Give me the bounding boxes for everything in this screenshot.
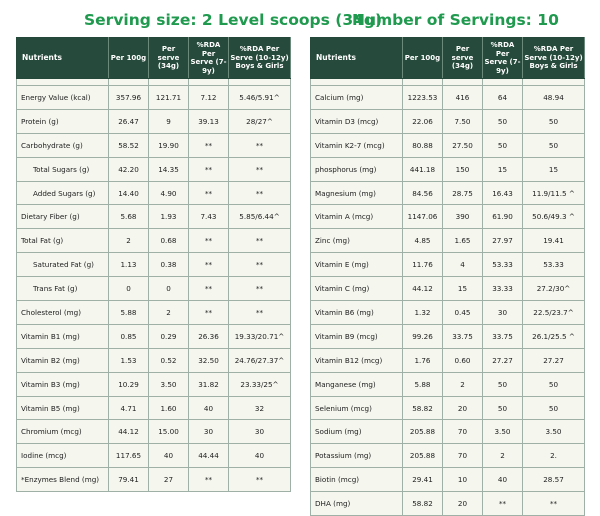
- rda-7-9y-cell: **: [189, 229, 229, 253]
- per-serve-cell: 0.38: [149, 253, 189, 277]
- rda-7-9y-cell: 64: [483, 86, 523, 110]
- per-100g-cell: 58.82: [403, 396, 443, 420]
- rda-10-12y-cell: **: [229, 157, 291, 181]
- per-100g-cell: 1.53: [109, 348, 149, 372]
- rda-10-12y-cell: 48.94: [523, 86, 585, 110]
- rda-7-9y-cell: 26.36: [189, 324, 229, 348]
- per-100g-cell: 4.85: [403, 229, 443, 253]
- rda-10-12y-cell: 50.6/49.3 ^: [523, 205, 585, 229]
- nutrient-name-cell: Magnesium (mg): [311, 181, 403, 205]
- per-serve-cell: 19.90: [149, 133, 189, 157]
- table-row: [17, 205, 291, 229]
- rda-10-12y-cell: 19.41: [523, 229, 585, 253]
- rda-7-9y-cell: **: [189, 181, 229, 205]
- nutrient-name-cell: Vitamin D3 (mcg): [311, 109, 403, 133]
- nutrient-name-cell: Carbohydrate (g): [17, 133, 109, 157]
- nutrient-name-cell: Vitamin B1 (mg): [17, 324, 109, 348]
- per-100g-cell: 1.13: [109, 253, 149, 277]
- spacer-cell: [523, 79, 585, 86]
- table-row: [311, 396, 585, 420]
- per-serve-cell: 9: [149, 109, 189, 133]
- col-rda-10-12y: %RDA Per Serve (10-12y) Boys & Girls: [229, 38, 291, 79]
- rda-7-9y-cell: 30: [189, 420, 229, 444]
- nutrition-table-right: [310, 37, 585, 516]
- table-row: [311, 301, 585, 325]
- nutrient-name-cell: Vitamin B6 (mg): [311, 301, 403, 325]
- table-row: [17, 348, 291, 372]
- table-row: [17, 86, 291, 110]
- rda-10-12y-cell: 27.27: [523, 348, 585, 372]
- spacer-cell: [189, 79, 229, 86]
- rda-10-12y-cell: 23.33/25^: [229, 372, 291, 396]
- nutrition-table-left: [16, 37, 291, 492]
- spacer-cell: [403, 79, 443, 86]
- nutrient-name-cell: Chromium (mcg): [17, 420, 109, 444]
- nutrient-name-cell: Added Sugars (g): [17, 181, 109, 205]
- rda-10-12y-cell: **: [229, 277, 291, 301]
- rda-7-9y-cell: 27.97: [483, 229, 523, 253]
- per-serve-cell: 1.93: [149, 205, 189, 229]
- table-header-row: [17, 38, 291, 79]
- table-row: [17, 468, 291, 492]
- per-100g-cell: 1223.53: [403, 86, 443, 110]
- per-100g-cell: 44.12: [109, 420, 149, 444]
- nutrient-name-cell: Selenium (mcg): [311, 396, 403, 420]
- table-row: [17, 181, 291, 205]
- per-serve-cell: 3.50: [149, 372, 189, 396]
- spacer-cell: [109, 79, 149, 86]
- rda-7-9y-cell: 16.43: [483, 181, 523, 205]
- rda-7-9y-cell: 53.33: [483, 253, 523, 277]
- per-100g-cell: 11.76: [403, 253, 443, 277]
- col-per-serve: Per serve (34g): [443, 38, 483, 79]
- rda-10-12y-cell: 19.33/20.71^: [229, 324, 291, 348]
- nutrient-name-cell: Manganese (mg): [311, 372, 403, 396]
- rda-7-9y-cell: 40: [483, 468, 523, 492]
- per-serve-cell: 27: [149, 468, 189, 492]
- rda-7-9y-cell: 27.27: [483, 348, 523, 372]
- per-100g-cell: 58.82: [403, 492, 443, 516]
- per-100g-cell: 99.26: [403, 324, 443, 348]
- col-per-serve: Per serve (34g): [149, 38, 189, 79]
- table-row: [311, 324, 585, 348]
- col-nutrients: Nutrients: [17, 38, 109, 79]
- spacer-cell: [483, 79, 523, 86]
- rda-7-9y-cell: 61.90: [483, 205, 523, 229]
- per-serve-cell: 121.71: [149, 86, 189, 110]
- table-row: [311, 181, 585, 205]
- rda-10-12y-cell: 50: [523, 109, 585, 133]
- nutrient-name-cell: Vitamin B2 (mg): [17, 348, 109, 372]
- per-serve-cell: 33.75: [443, 324, 483, 348]
- nutrient-name-cell: Iodine (mcg): [17, 444, 109, 468]
- rda-10-12y-cell: 26.1/25.5 ^: [523, 324, 585, 348]
- per-serve-cell: 70: [443, 444, 483, 468]
- table-row: [311, 229, 585, 253]
- rda-10-12y-cell: 5.85/6.44^: [229, 205, 291, 229]
- rda-7-9y-cell: **: [189, 253, 229, 277]
- table-row: [311, 205, 585, 229]
- per-100g-cell: 58.52: [109, 133, 149, 157]
- per-serve-cell: 1.60: [149, 396, 189, 420]
- nutrient-name-cell: DHA (mg): [311, 492, 403, 516]
- per-serve-cell: 27.50: [443, 133, 483, 157]
- table-row: [311, 492, 585, 516]
- rda-7-9y-cell: **: [189, 301, 229, 325]
- per-serve-cell: 1.65: [443, 229, 483, 253]
- col-rda-10-12y: %RDA Per Serve (10-12y) Boys & Girls: [523, 38, 585, 79]
- rda-10-12y-cell: **: [229, 133, 291, 157]
- rda-10-12y-cell: **: [229, 253, 291, 277]
- rda-10-12y-cell: 50: [523, 372, 585, 396]
- table-row: [17, 301, 291, 325]
- per-100g-cell: 5.88: [403, 372, 443, 396]
- per-serve-cell: 4.90: [149, 181, 189, 205]
- per-serve-cell: 390: [443, 205, 483, 229]
- table-row: [17, 277, 291, 301]
- per-serve-cell: 70: [443, 420, 483, 444]
- table-row: [311, 444, 585, 468]
- rda-7-9y-cell: 40: [189, 396, 229, 420]
- per-100g-cell: 22.06: [403, 109, 443, 133]
- nutrient-name-cell: Calcium (mg): [311, 86, 403, 110]
- per-100g-cell: 205.88: [403, 420, 443, 444]
- table-row: [17, 444, 291, 468]
- nutrient-name-cell: Protein (g): [17, 109, 109, 133]
- rda-10-12y-cell: 5.46/5.91^: [229, 86, 291, 110]
- rda-7-9y-cell: **: [189, 157, 229, 181]
- rda-10-12y-cell: **: [229, 301, 291, 325]
- per-100g-cell: 80.88: [403, 133, 443, 157]
- table-row: [17, 133, 291, 157]
- rda-7-9y-cell: 50: [483, 372, 523, 396]
- per-serve-cell: 0.45: [443, 301, 483, 325]
- nutrient-name-cell: Vitamin A (mcg): [311, 205, 403, 229]
- per-serve-cell: 0.68: [149, 229, 189, 253]
- table-header-row: [311, 38, 585, 79]
- rda-7-9y-cell: 32.50: [189, 348, 229, 372]
- rda-10-12y-cell: **: [229, 468, 291, 492]
- rda-10-12y-cell: 50: [523, 396, 585, 420]
- per-100g-cell: 117.65: [109, 444, 149, 468]
- per-100g-cell: 0.85: [109, 324, 149, 348]
- nutrient-name-cell: Trans Fat (g): [17, 277, 109, 301]
- rda-10-12y-cell: 28/27^: [229, 109, 291, 133]
- per-100g-cell: 2: [109, 229, 149, 253]
- rda-7-9y-cell: 2: [483, 444, 523, 468]
- rda-7-9y-cell: 33.33: [483, 277, 523, 301]
- spacer-cell: [443, 79, 483, 86]
- spacer-cell: [149, 79, 189, 86]
- rda-7-9y-cell: **: [189, 468, 229, 492]
- nutrient-name-cell: Vitamin C (mg): [311, 277, 403, 301]
- nutrient-name-cell: phosphorus (mg): [311, 157, 403, 181]
- rda-10-12y-cell: **: [229, 181, 291, 205]
- nutrient-name-cell: Energy Value (kcal): [17, 86, 109, 110]
- per-serve-cell: 2: [149, 301, 189, 325]
- per-serve-cell: 20: [443, 396, 483, 420]
- rda-10-12y-cell: 24.76/27.37^: [229, 348, 291, 372]
- per-100g-cell: 14.40: [109, 181, 149, 205]
- rda-10-12y-cell: 2.: [523, 444, 585, 468]
- nutrient-name-cell: Vitamin B3 (mg): [17, 372, 109, 396]
- nutrient-name-cell: Vitamin B9 (mcg): [311, 324, 403, 348]
- per-100g-cell: 441.18: [403, 157, 443, 181]
- table-row: [17, 420, 291, 444]
- nutrient-name-cell: Dietary Fiber (g): [17, 205, 109, 229]
- col-per-100g: Per 100g: [403, 38, 443, 79]
- rda-10-12y-cell: 28.57: [523, 468, 585, 492]
- nutrient-name-cell: Vitamin K2-7 (mcg): [311, 133, 403, 157]
- table-row: [17, 372, 291, 396]
- per-100g-cell: 205.88: [403, 444, 443, 468]
- table-row: [17, 157, 291, 181]
- per-100g-cell: 5.88: [109, 301, 149, 325]
- spacer-cell: [229, 79, 291, 86]
- per-100g-cell: 84.56: [403, 181, 443, 205]
- per-serve-cell: 416: [443, 86, 483, 110]
- table-row: [17, 396, 291, 420]
- spacer-row: [311, 79, 585, 86]
- rda-7-9y-cell: 7.43: [189, 205, 229, 229]
- rda-7-9y-cell: 50: [483, 109, 523, 133]
- per-100g-cell: 44.12: [403, 277, 443, 301]
- per-100g-cell: 42.20: [109, 157, 149, 181]
- per-100g-cell: 79.41: [109, 468, 149, 492]
- per-100g-cell: 26.47: [109, 109, 149, 133]
- per-100g-cell: 5.68: [109, 205, 149, 229]
- rda-10-12y-cell: 11.9/11.5 ^: [523, 181, 585, 205]
- per-serve-cell: 15.00: [149, 420, 189, 444]
- per-100g-cell: 10.29: [109, 372, 149, 396]
- per-100g-cell: 1.32: [403, 301, 443, 325]
- nutrient-name-cell: Saturated Fat (g): [17, 253, 109, 277]
- rda-10-12y-cell: 40: [229, 444, 291, 468]
- rda-10-12y-cell: 27.2/30^: [523, 277, 585, 301]
- table-row: [311, 277, 585, 301]
- per-100g-cell: 357.96: [109, 86, 149, 110]
- per-serve-cell: 20: [443, 492, 483, 516]
- per-serve-cell: 0.29: [149, 324, 189, 348]
- rda-7-9y-cell: 50: [483, 133, 523, 157]
- table-row: [311, 109, 585, 133]
- table-row: [311, 253, 585, 277]
- rda-10-12y-cell: **: [229, 229, 291, 253]
- per-serve-cell: 150: [443, 157, 483, 181]
- servings-count-heading: Number of Servings: 10: [352, 11, 559, 29]
- col-per-100g: Per 100g: [109, 38, 149, 79]
- spacer-cell: [17, 79, 109, 86]
- nutrient-name-cell: Vitamin B5 (mg): [17, 396, 109, 420]
- rda-10-12y-cell: 22.5/23.7^: [523, 301, 585, 325]
- rda-7-9y-cell: **: [483, 492, 523, 516]
- table-row: [311, 420, 585, 444]
- table-row: [17, 109, 291, 133]
- per-100g-cell: 1.76: [403, 348, 443, 372]
- nutrient-name-cell: Total Sugars (g): [17, 157, 109, 181]
- rda-10-12y-cell: 32: [229, 396, 291, 420]
- rda-7-9y-cell: 7.12: [189, 86, 229, 110]
- rda-7-9y-cell: **: [189, 133, 229, 157]
- nutrient-name-cell: Cholesterol (mg): [17, 301, 109, 325]
- per-serve-cell: 7.50: [443, 109, 483, 133]
- table-row: [311, 348, 585, 372]
- per-serve-cell: 40: [149, 444, 189, 468]
- col-nutrients: Nutrients: [311, 38, 403, 79]
- per-serve-cell: 14.35: [149, 157, 189, 181]
- rda-7-9y-cell: 33.75: [483, 324, 523, 348]
- rda-10-12y-cell: 30: [229, 420, 291, 444]
- per-serve-cell: 0.60: [443, 348, 483, 372]
- rda-7-9y-cell: 15: [483, 157, 523, 181]
- per-100g-cell: 1147.06: [403, 205, 443, 229]
- rda-10-12y-cell: 53.33: [523, 253, 585, 277]
- nutrient-name-cell: *Enzymes Blend (mg): [17, 468, 109, 492]
- nutrient-name-cell: Sodium (mg): [311, 420, 403, 444]
- per-serve-cell: 10: [443, 468, 483, 492]
- table-row: [311, 468, 585, 492]
- spacer-cell: [311, 79, 403, 86]
- per-serve-cell: 0.52: [149, 348, 189, 372]
- serving-size-heading: Serving size: 2 Level scoops (34g): [84, 11, 383, 29]
- table-row: [311, 86, 585, 110]
- rda-7-9y-cell: 44.44: [189, 444, 229, 468]
- col-rda-7-9y: %RDA Per Serve (7-9y): [189, 38, 229, 79]
- table-row: [311, 133, 585, 157]
- nutrient-name-cell: Biotin (mcg): [311, 468, 403, 492]
- rda-7-9y-cell: 39.13: [189, 109, 229, 133]
- per-serve-cell: 28.75: [443, 181, 483, 205]
- table-row: [17, 229, 291, 253]
- per-100g-cell: 0: [109, 277, 149, 301]
- rda-10-12y-cell: **: [523, 492, 585, 516]
- nutrient-name-cell: Total Fat (g): [17, 229, 109, 253]
- rda-7-9y-cell: 50: [483, 396, 523, 420]
- table-row: [17, 324, 291, 348]
- per-serve-cell: 4: [443, 253, 483, 277]
- rda-10-12y-cell: 15: [523, 157, 585, 181]
- table-row: [17, 253, 291, 277]
- per-100g-cell: 4.71: [109, 396, 149, 420]
- rda-7-9y-cell: **: [189, 277, 229, 301]
- rda-10-12y-cell: 3.50: [523, 420, 585, 444]
- nutrient-name-cell: Vitamin E (mg): [311, 253, 403, 277]
- rda-7-9y-cell: 3.50: [483, 420, 523, 444]
- rda-7-9y-cell: 31.82: [189, 372, 229, 396]
- per-serve-cell: 2: [443, 372, 483, 396]
- rda-7-9y-cell: 30: [483, 301, 523, 325]
- per-serve-cell: 15: [443, 277, 483, 301]
- table-row: [311, 372, 585, 396]
- table-row: [311, 157, 585, 181]
- per-serve-cell: 0: [149, 277, 189, 301]
- nutrient-name-cell: Potassium (mg): [311, 444, 403, 468]
- per-100g-cell: 29.41: [403, 468, 443, 492]
- nutrient-name-cell: Vitamin B12 (mcg): [311, 348, 403, 372]
- col-rda-7-9y: %RDA Per Serve (7-9y): [483, 38, 523, 79]
- nutrient-name-cell: Zinc (mg): [311, 229, 403, 253]
- rda-10-12y-cell: 50: [523, 133, 585, 157]
- spacer-row: [17, 79, 291, 86]
